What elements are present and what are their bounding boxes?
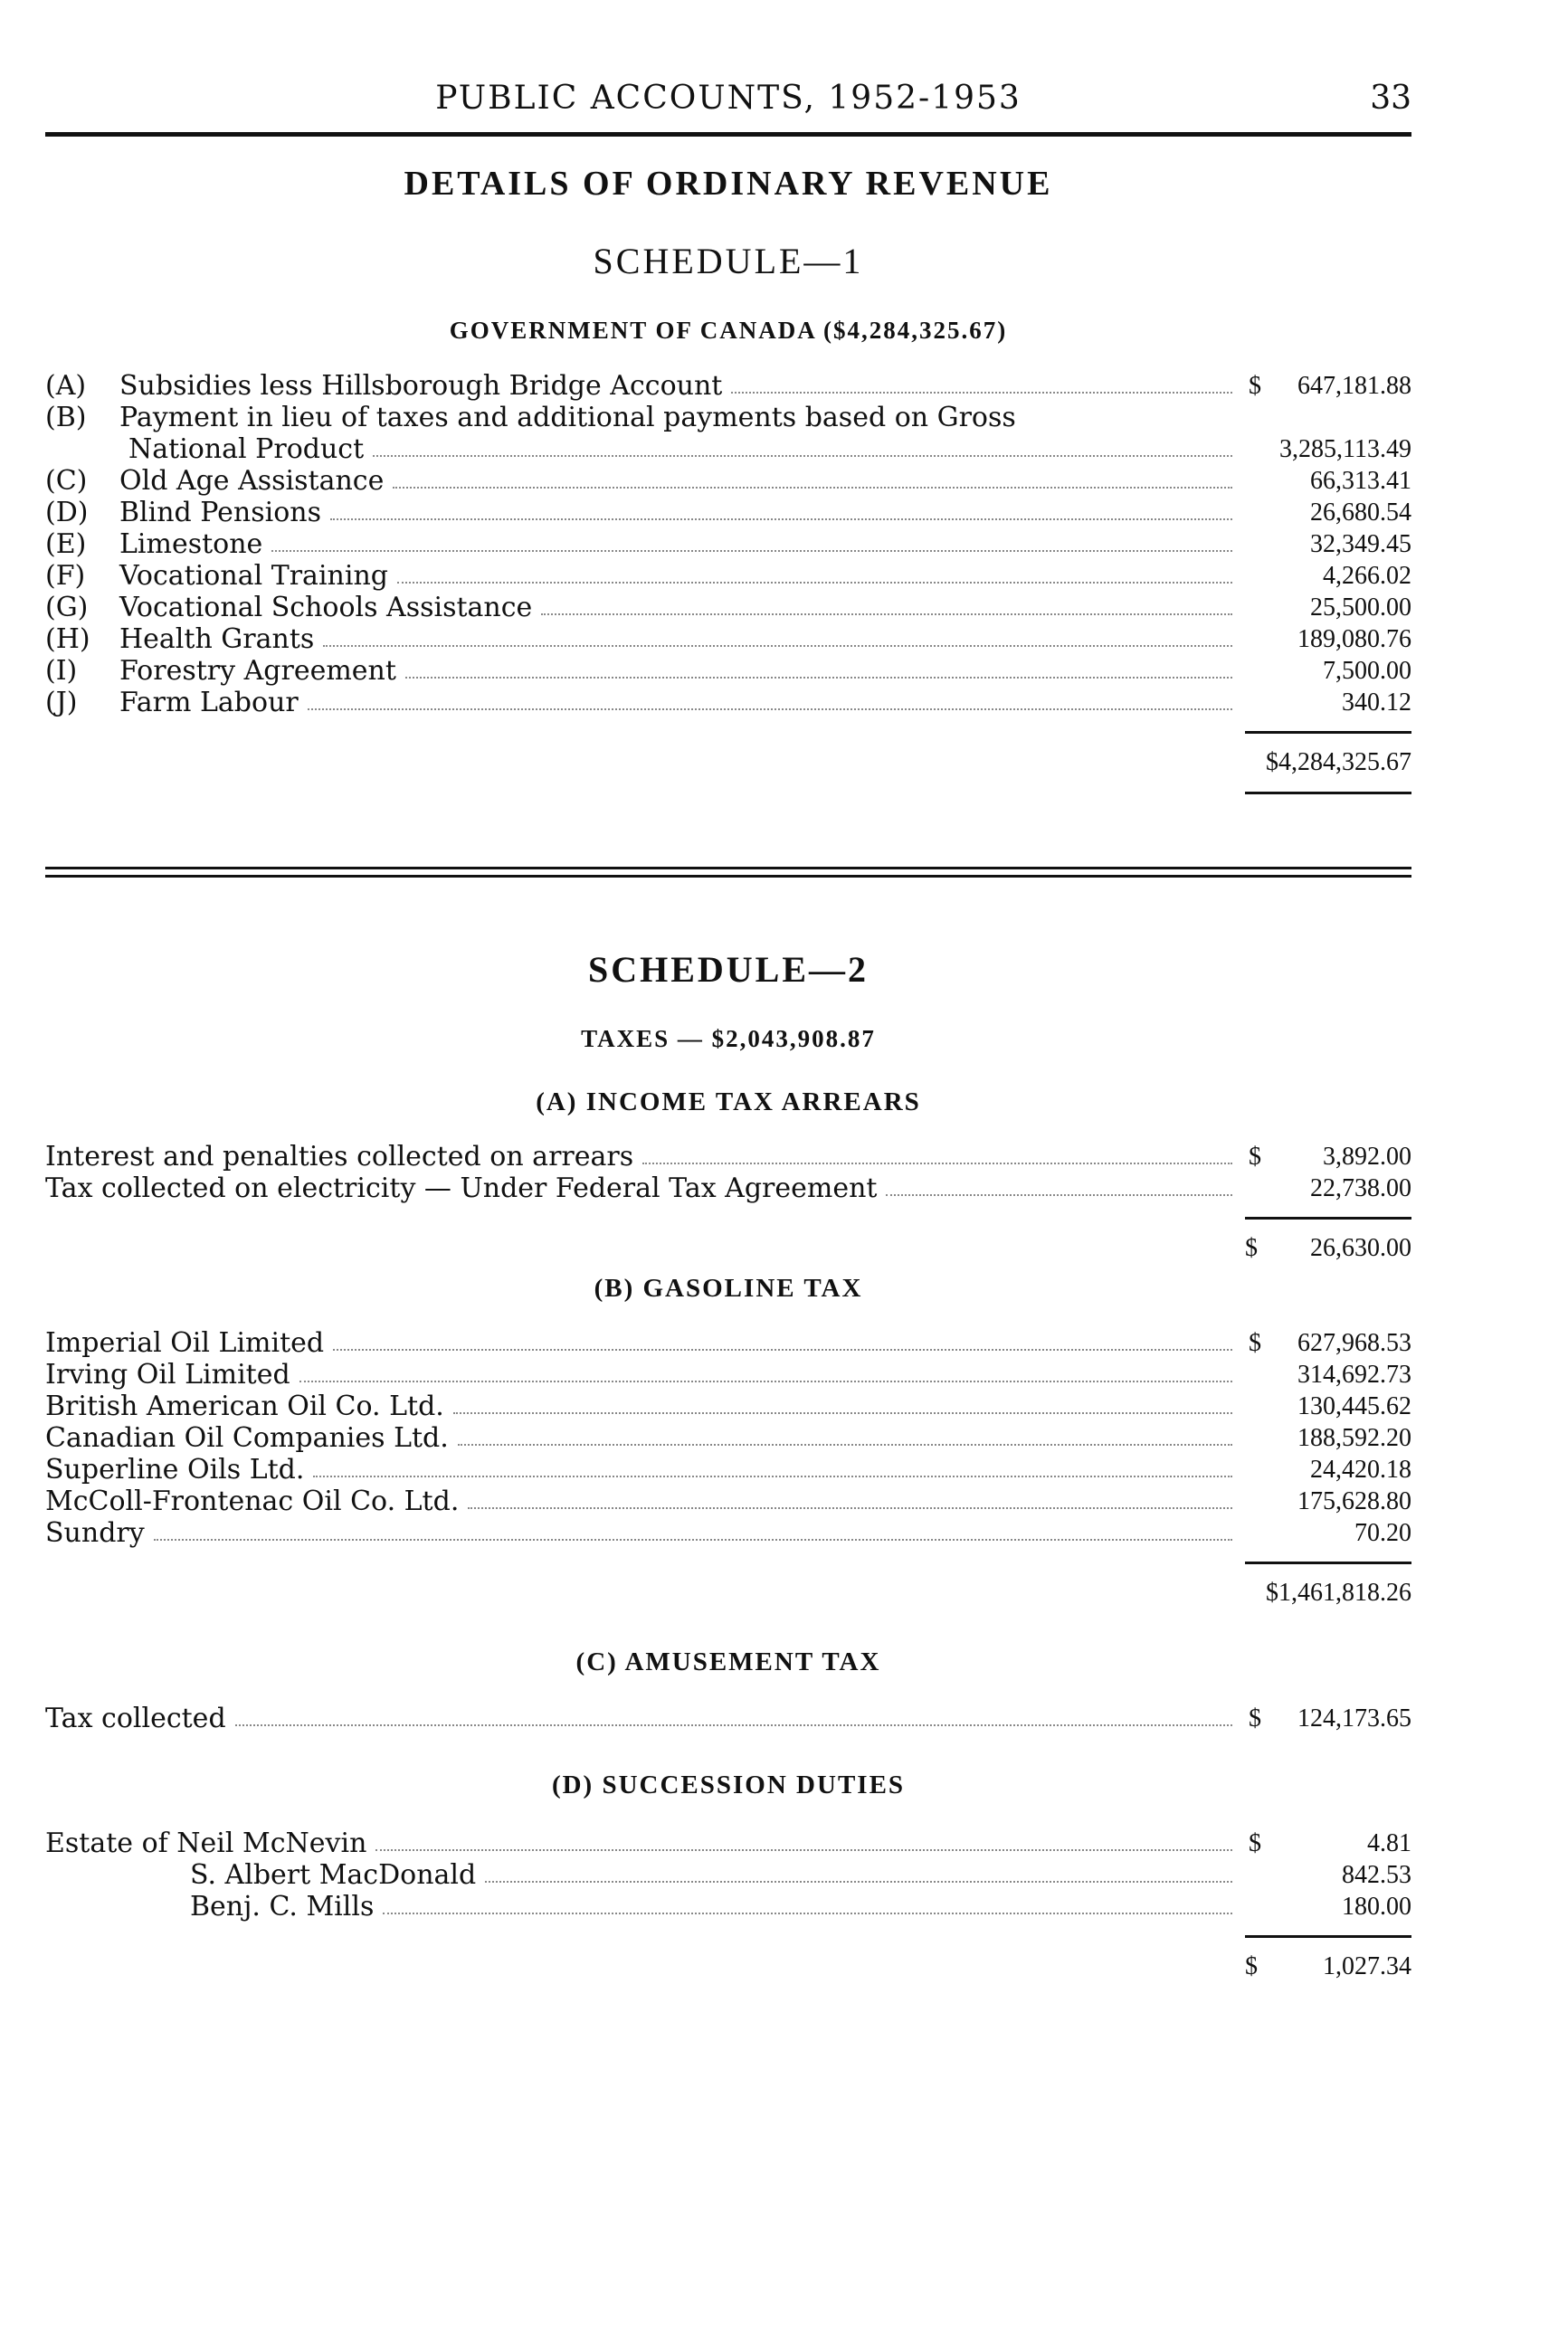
item-currency: $: [1249, 1704, 1261, 1733]
item-label: Vocational Training: [119, 560, 388, 592]
item-amount: 627,968.53: [1297, 1329, 1411, 1357]
leader-dots: [642, 1163, 1232, 1164]
list-item: [45, 1486, 1411, 1517]
item-label: Old Age Assistance: [119, 465, 385, 497]
item-letter: (E): [45, 528, 87, 560]
item-label: Estate of Neil McNevin: [45, 1828, 367, 1859]
item-amount: 175,628.80: [1297, 1487, 1411, 1515]
schedule-2-subtitle: TAXES — $2,043,908.87: [581, 1025, 876, 1052]
list-item: [45, 592, 1411, 623]
schedule-2-title: SCHEDULE—2: [587, 949, 870, 990]
running-head: [45, 72, 1411, 127]
running-title: PUBLIC ACCOUNTS, 1952-1953: [435, 80, 1022, 117]
leader-dots: [271, 550, 1232, 552]
item-letter: (J): [45, 687, 78, 718]
item-letter: (C): [45, 465, 88, 497]
list-item: [45, 1828, 1411, 1859]
item-amount: 340.12: [1342, 688, 1411, 717]
item-amount: 70.20: [1354, 1519, 1411, 1547]
item-amount: 32,349.45: [1310, 530, 1411, 558]
item-label: Limestone: [119, 528, 263, 560]
item-currency: $: [1249, 372, 1261, 400]
leader-dots: [330, 518, 1232, 520]
total-amount: $4,284,325.67: [1266, 748, 1411, 776]
total-amount: 26,630.00: [1310, 1234, 1411, 1262]
list-item: [45, 623, 1411, 655]
leader-dots: [299, 1381, 1232, 1382]
main-title: DETAILS OF ORDINARY REVENUE: [404, 165, 1053, 203]
leader-dots: [154, 1539, 1232, 1541]
leader-dots: [393, 487, 1232, 489]
succession-duties-total: [45, 1949, 1411, 1985]
leader-dots: [375, 1849, 1232, 1851]
list-item: [45, 1391, 1411, 1422]
item-label: Forestry Agreement: [119, 655, 396, 687]
page: [45, 72, 1411, 1985]
item-amount: 4,266.02: [1323, 562, 1411, 590]
item-letter: (F): [45, 560, 86, 592]
item-amount: 3,892.00: [1323, 1143, 1411, 1171]
item-label: Tax collected: [45, 1703, 226, 1734]
list-item: [45, 1859, 1411, 1891]
leader-dots: [731, 392, 1232, 394]
schedule-1-subtitle: GOVERNMENT OF CANADA ($4,284,325.67): [449, 317, 1008, 344]
total-currency: $: [1245, 1952, 1258, 1980]
total-amount: $1,461,818.26: [1266, 1579, 1411, 1607]
gasoline-tax-list: [45, 1327, 1411, 1611]
leader-dots: [458, 1444, 1232, 1446]
item-amount: 314,692.73: [1297, 1361, 1411, 1389]
item-amount: 4.81: [1367, 1829, 1411, 1857]
item-amount: 22,738.00: [1310, 1174, 1411, 1202]
list-item: [45, 1327, 1411, 1359]
item-label: Sundry: [45, 1517, 145, 1549]
item-letter: (A): [45, 370, 87, 402]
item-amount: 124,173.65: [1297, 1704, 1411, 1733]
list-item: [45, 528, 1411, 560]
leader-dots: [397, 582, 1232, 584]
leader-dots: [405, 677, 1232, 679]
succession-duties-list: [45, 1828, 1411, 1985]
section-divider: [45, 867, 1411, 869]
item-currency: $: [1249, 1329, 1261, 1357]
list-item: [45, 497, 1411, 528]
list-item: [45, 655, 1411, 687]
leader-dots: [373, 455, 1232, 457]
schedule-1-title: SCHEDULE—1: [593, 241, 864, 281]
amusement-tax-heading: (C) AMUSEMENT TAX: [575, 1647, 881, 1676]
leader-dots: [886, 1194, 1232, 1196]
item-letter: (D): [45, 497, 89, 528]
item-currency: $: [1249, 1829, 1261, 1857]
leader-dots: [333, 1349, 1232, 1351]
item-label: Canadian Oil Companies Ltd.: [45, 1422, 449, 1454]
list-item: [45, 1172, 1411, 1204]
amusement-tax-list: [45, 1703, 1411, 1734]
list-item: [45, 1141, 1411, 1172]
income-tax-heading: (A) INCOME TAX ARREARS: [536, 1087, 921, 1116]
item-label: Payment in lieu of taxes and additional payments based on Gross: [119, 402, 1016, 433]
list-item: [45, 1422, 1411, 1454]
item-amount: 188,592.20: [1297, 1424, 1411, 1452]
item-label: Farm Labour: [119, 687, 299, 718]
total-rule: [1245, 1935, 1411, 1938]
leader-dots: [313, 1476, 1232, 1477]
leader-dots: [235, 1724, 1232, 1726]
item-amount: 24,420.18: [1310, 1456, 1411, 1484]
income-tax-list: [45, 1141, 1411, 1267]
item-letter: (B): [45, 402, 87, 433]
schedule-1-total: [45, 745, 1411, 781]
item-letter: (H): [45, 623, 90, 655]
schedule-1-list: [45, 370, 1411, 794]
item-label: Blind Pensions: [119, 497, 321, 528]
item-label: Benj. C. Mills: [190, 1891, 375, 1923]
item-amount: 647,181.88: [1297, 372, 1411, 400]
item-label: Imperial Oil Limited: [45, 1327, 325, 1359]
item-letter: (G): [45, 592, 89, 623]
item-amount: 66,313.41: [1310, 467, 1411, 495]
income-tax-total: [45, 1230, 1411, 1267]
item-label: McColl-Frontenac Oil Co. Ltd.: [45, 1486, 460, 1517]
leader-dots: [323, 645, 1232, 647]
section-divider: [45, 875, 1411, 878]
item-currency: $: [1249, 1143, 1261, 1171]
leader-dots: [308, 708, 1232, 710]
item-label: Tax collected on electricity — Under Federal Tax Agreement: [45, 1172, 878, 1204]
succession-duties-heading: (D) SUCCESSION DUTIES: [551, 1771, 906, 1799]
list-item: [45, 465, 1411, 497]
list-item: [45, 402, 1411, 433]
item-label: Subsidies less Hillsborough Bridge Account: [119, 370, 723, 402]
item-amount: 180.00: [1342, 1893, 1411, 1921]
total-rule: [1245, 731, 1411, 734]
header-rule: [45, 132, 1411, 137]
item-amount: 842.53: [1342, 1861, 1411, 1889]
list-item: [45, 370, 1411, 402]
item-amount: 25,500.00: [1310, 593, 1411, 622]
page-number: 33: [1370, 80, 1411, 117]
item-amount: 7,500.00: [1323, 657, 1411, 685]
list-item: [45, 687, 1411, 718]
item-label: S. Albert MacDonald: [190, 1859, 477, 1891]
leader-dots: [453, 1412, 1232, 1414]
total-underline: [1245, 792, 1411, 794]
gasoline-tax-total: [45, 1575, 1411, 1611]
list-item: [45, 1517, 1411, 1549]
list-item-continuation: [45, 433, 1411, 465]
item-label: Vocational Schools Assistance: [119, 592, 533, 623]
item-label-cont: National Product: [128, 433, 365, 465]
item-amount: 130,445.62: [1297, 1392, 1411, 1420]
item-label: Interest and penalties collected on arrears: [45, 1141, 634, 1172]
list-item: [45, 560, 1411, 592]
leader-dots: [468, 1507, 1232, 1509]
leader-dots: [485, 1881, 1232, 1883]
item-letter: (I): [45, 655, 78, 687]
total-rule: [1245, 1562, 1411, 1564]
total-amount: 1,027.34: [1323, 1952, 1411, 1980]
item-label: British American Oil Co. Ltd.: [45, 1391, 444, 1422]
item-amount: 26,680.54: [1310, 498, 1411, 527]
total-currency: $: [1245, 1234, 1258, 1262]
item-label: Superline Oils Ltd.: [45, 1454, 305, 1486]
leader-dots: [541, 613, 1232, 615]
item-label: Irving Oil Limited: [45, 1359, 290, 1391]
list-item: [45, 1359, 1411, 1391]
list-item: [45, 1703, 1411, 1734]
item-label: Health Grants: [119, 623, 315, 655]
list-item: [45, 1891, 1411, 1923]
item-amount: 189,080.76: [1297, 625, 1411, 653]
leader-dots: [383, 1913, 1232, 1914]
item-amount: 3,285,113.49: [1279, 435, 1411, 463]
total-rule: [1245, 1217, 1411, 1220]
gasoline-tax-heading: (B) GASOLINE TAX: [594, 1274, 863, 1303]
list-item: [45, 1454, 1411, 1486]
